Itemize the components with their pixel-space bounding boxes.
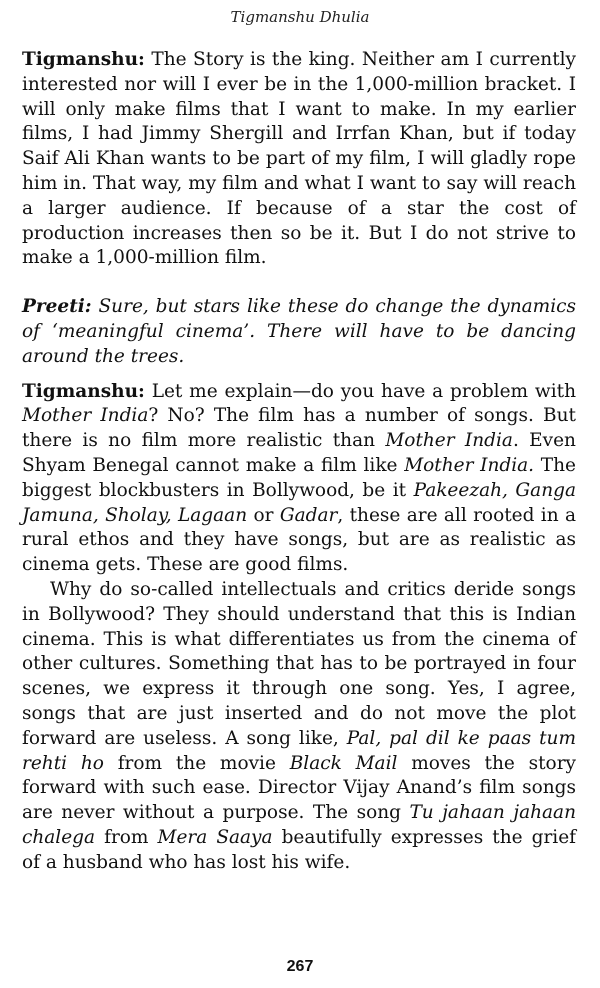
speaker-name: Preeti: — [22, 296, 92, 318]
answer-text: ? No? The film has a number of songs. But there is no film more realistic than — [22, 405, 576, 452]
answer-text: from — [95, 826, 158, 848]
film-title: Mother India — [22, 405, 149, 427]
answer-paragraph-3 — [22, 578, 576, 876]
question-paragraph — [22, 295, 576, 369]
answer-text: moves the story forward with such ease. Director Vijay Anand’s film songs are never without a purpose. The song — [22, 752, 576, 824]
song-title: Pal, pal dil ke paas tum rehti ho — [22, 727, 576, 774]
answer-text: The biggest blockbusters in Bollywood, be it — [22, 454, 576, 501]
question-text: Sure, but stars like these do change the dynamics of ‘meaningful cinema’. There will have to be dancing around the trees. — [22, 296, 576, 367]
answer-text: from the movie — [103, 752, 290, 774]
answer-text: Why do so-called intellectuals and critics deride songs in Bollywood? They should understand that this is Indian cinema. This is what differentiates us from the cinema of other cultures. Something that has to be portrayed in four scenes, we express it through one song. Yes, I agree, songs that are just inserted and do not move the plot forward are useless. A song like, — [22, 578, 576, 749]
film-title: Mother India — [385, 430, 513, 452]
running-head: Tigmanshu Dhulia — [230, 8, 370, 26]
speaker-name: Tigmanshu: — [22, 380, 145, 402]
film-title: Gadar — [279, 504, 338, 526]
answer-paragraph-1 — [22, 48, 576, 271]
answer-text: Let me explain—do you have a problem with — [144, 380, 576, 402]
film-title: Mera Saaya — [157, 826, 273, 848]
page-number: 267 — [286, 958, 314, 975]
speaker-name: Tigmanshu: — [22, 49, 145, 70]
film-title: Pakeezah, Ganga Jamuna, Sholay, Lagaan — [22, 479, 576, 526]
answer-paragraph-2 — [22, 380, 576, 578]
answer-text: beautifully expresses the grief of a husband who has lost his wife. — [22, 826, 577, 873]
answer-text: . Even Shyam Benegal cannot make a film like — [22, 430, 576, 476]
answer-text: The Story is the king. Neither am I currently interested nor will I ever be in the 1,000-million bracket. I will only make films that I want to make. In my earlier films, I had Jimmy Shergill and Irrfan Khan, but if today Saif Ali Khan wants to be part of my film, I will gladly rope him in. That way, my film and what I want to say will reach a larger audience. If because of a star the cost of production increases then so be it. But I do not strive to make a 1,000-million film. — [22, 49, 576, 269]
answer-text: , these are all rooted in a rural ethos and they have songs, but are as realistic as cinema gets. These are good films. — [22, 504, 577, 576]
body-text — [22, 48, 576, 876]
film-title: Black Mail — [289, 752, 398, 774]
film-title: Mother India. — [404, 454, 535, 476]
answer-text: or — [247, 504, 280, 526]
song-title: Tu jahaan jahaan chalega — [22, 802, 576, 848]
